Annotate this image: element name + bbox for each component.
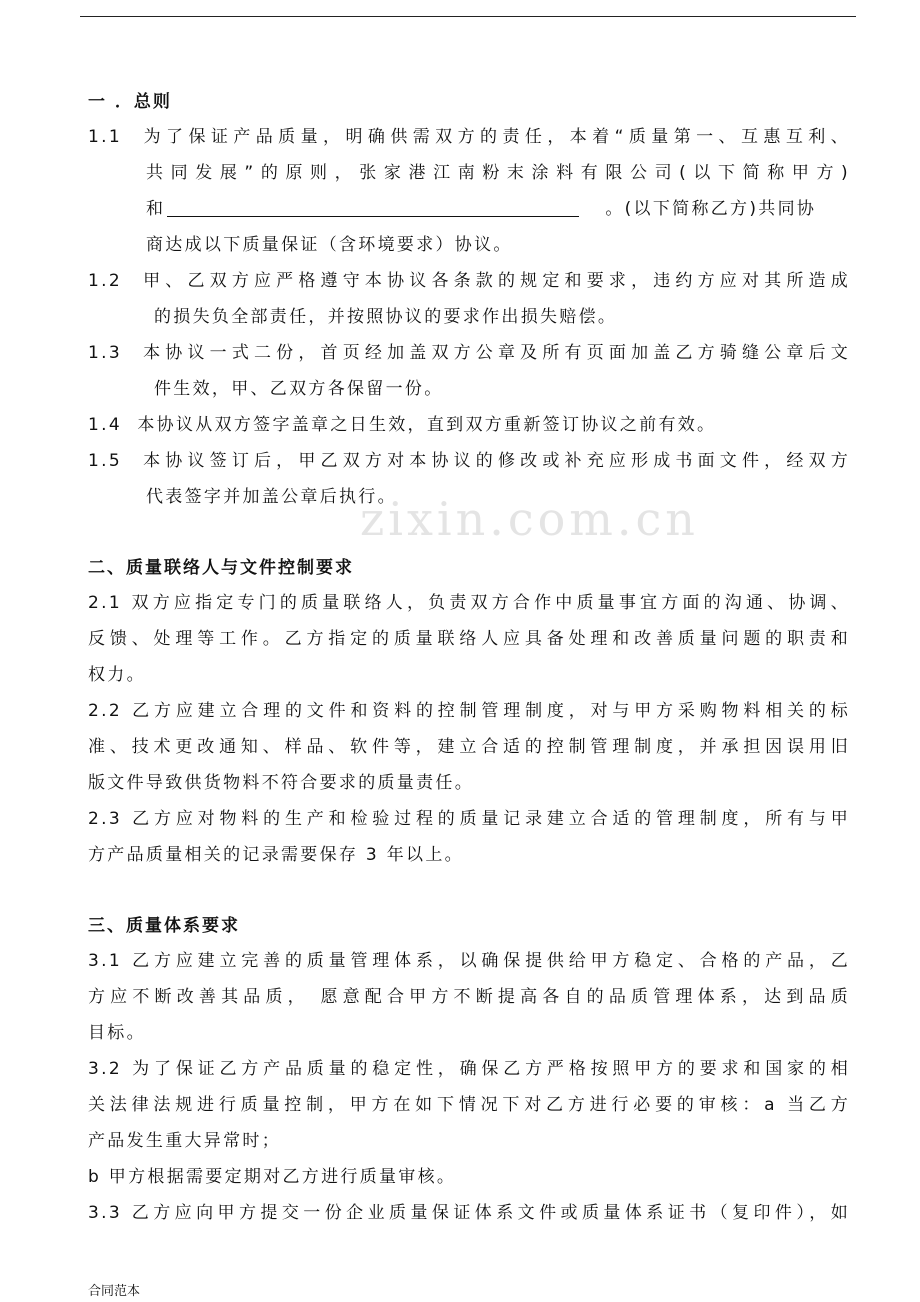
clause-3-2-b-line: b 甲方根据需要定期对乙方进行质量审核。 — [88, 1167, 457, 1187]
clause-3-2-line-3: 产品发生重大异常时； — [88, 1131, 281, 1151]
clause-1-1-line-4: 商达成以下质量保证（含环境要求）协议。 — [146, 235, 513, 255]
clause-3-1-line-3: 目标。 — [88, 1023, 146, 1043]
watermark: zixin.com.cn — [360, 492, 699, 546]
header-rule — [80, 16, 856, 17]
clause-3-2-line-2: 关法律法规进行质量控制，甲方在如下情况下对乙方进行必要的审核：a 当乙方 — [88, 1095, 850, 1115]
clause-2-1-line-1: 2.1 双方应指定专门的质量联络人，负责双方合作中质量事宜方面的沟通、协调、 — [88, 593, 850, 613]
supplier-name-blank[interactable] — [167, 196, 579, 217]
page-footer: 合同范本 — [88, 1284, 141, 1299]
blank-prefix: 和 — [146, 199, 166, 219]
clause-1-1-line-1: 1.1 为了保证产品质量，明确供需双方的责任，本着“质量第一、互惠互利、 — [88, 127, 850, 147]
clause-3-3-line-1: 3.3 乙方应向甲方提交一份企业质量保证体系文件或质量体系证书（复印件），如 — [88, 1203, 850, 1223]
clause-2-1-line-2: 反馈、处理等工作。乙方指定的质量联络人应具备处理和改善质量问题的职责和 — [88, 629, 850, 649]
clause-2-2-line-3: 版文件导致供货物料不符合要求的质量责任。 — [88, 773, 474, 793]
clause-1-1-line-2: 共同发展”的原则，张家港江南粉末涂料有限公司(以下简称甲方) — [146, 163, 850, 183]
clause-2-3-line-2: 方产品质量相关的记录需要保存 3 年以上。 — [88, 845, 464, 865]
clause-1-4-line-1: 1.4 本协议从双方签字盖章之日生效，直到双方重新签订协议之前有效。 — [88, 415, 717, 435]
clause-1-1-blank-line — [88, 191, 850, 227]
clause-1-3-line-1: 1.3 本协议一式二份，首页经加盖双方公章及所有页面加盖乙方骑缝公章后文 — [88, 343, 850, 363]
clause-1-2-line-1: 1.2 甲、乙双方应严格遵守本协议各条款的规定和要求，违约方应对其所造成 — [88, 271, 850, 291]
clause-2-2-line-2: 准、技术更改通知、样品、软件等，建立合适的控制管理制度，并承担因误用旧 — [88, 737, 850, 757]
section-heading-quality-system: 三、质量体系要求 — [88, 916, 240, 936]
clause-1-5-line-1: 1.5 本协议签订后，甲乙双方对本协议的修改或补充应形成书面文件，经双方 — [88, 451, 850, 471]
clause-2-2-line-1: 2.2 乙方应建立合理的文件和资料的控制管理制度，对与甲方采购物料相关的标 — [88, 701, 850, 721]
clause-1-3-line-2: 件生效，甲、乙双方各保留一份。 — [154, 379, 444, 399]
clause-3-1-line-2: 方应不断改善其品质， 愿意配合甲方不断提高各自的品质管理体系，达到品质 — [88, 987, 850, 1007]
document-body — [88, 85, 850, 1231]
section-heading-general: 一 ．总则 — [88, 92, 172, 112]
clause-1-5-line-2: 代表签字并加盖公章后执行。 — [146, 487, 397, 507]
clause-2-3-line-1: 2.3 乙方应对物料的生产和检验过程的质量记录建立合适的管理制度，所有与甲 — [88, 809, 850, 829]
section-heading-quality-contact: 二、质量联络人与文件控制要求 — [88, 558, 354, 578]
clause-3-1-line-1: 3.1 乙方应建立完善的质量管理体系，以确保提供给甲方稳定、合格的产品，乙 — [88, 951, 850, 971]
clause-2-1-line-3: 权力。 — [88, 665, 146, 685]
blank-suffix: 。(以下简称乙方)共同协 — [605, 199, 817, 219]
clause-3-2-line-1: 3.2 为了保证乙方产品质量的稳定性，确保乙方严格按照甲方的要求和国家的相 — [88, 1059, 850, 1079]
clause-1-2-line-2: 的损失负全部责任，并按照协议的要求作出损失赔偿。 — [154, 307, 618, 327]
